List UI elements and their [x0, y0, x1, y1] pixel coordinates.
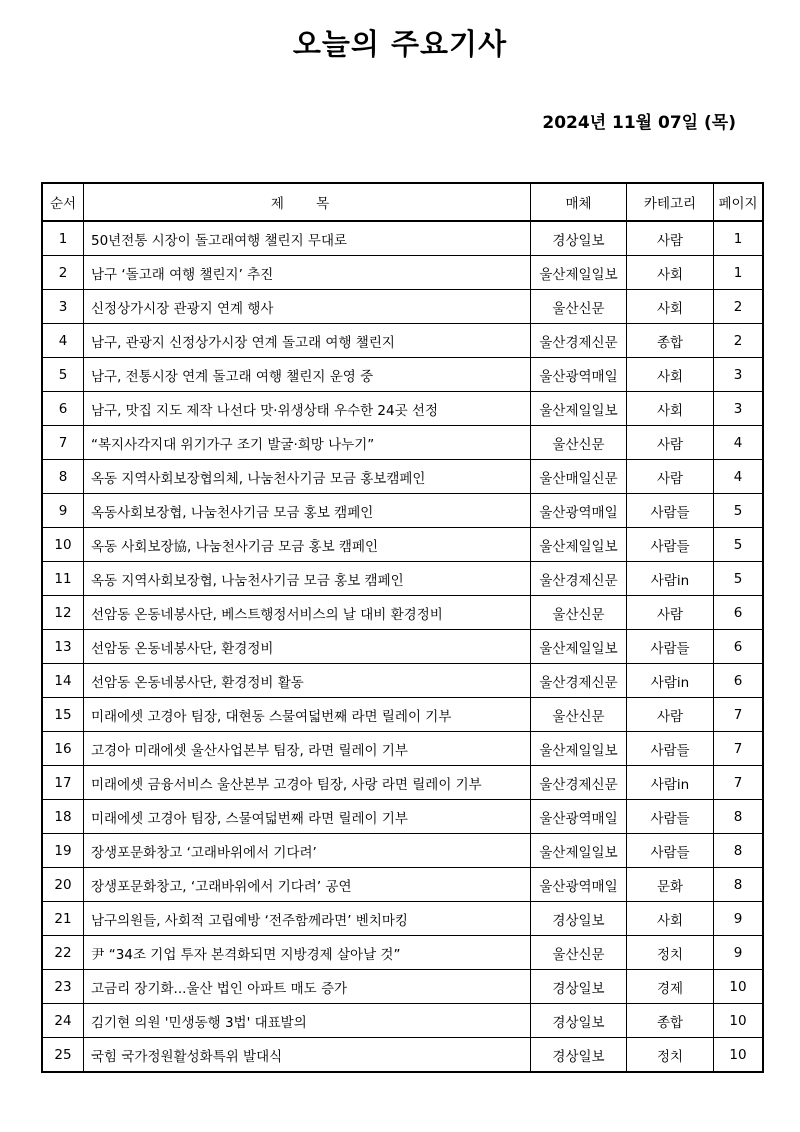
cell-no: 17	[42, 766, 84, 800]
cell-media: 울산제일일보	[531, 256, 627, 290]
cell-title: 장생포문화창고 ‘고래바위에서 기다려’	[84, 834, 531, 868]
cell-media: 경상일보	[531, 1004, 627, 1038]
cell-page: 1	[714, 256, 764, 290]
cell-category: 사람in	[627, 766, 714, 800]
cell-no: 24	[42, 1004, 84, 1038]
table-row	[42, 732, 763, 766]
cell-title: 남구 ‘돌고래 여행 챌린지’ 추진	[84, 256, 531, 290]
cell-title: 남구, 맛집 지도 제작 나선다 맛·위생상태 우수한 24곳 선정	[84, 392, 531, 426]
cell-title: 미래에셋 금융서비스 울산본부 고경아 팀장, 사랑 라면 릴레이 기부	[84, 766, 531, 800]
cell-media: 경상일보	[531, 902, 627, 936]
cell-media: 울산신문	[531, 426, 627, 460]
cell-page: 3	[714, 358, 764, 392]
header-no: 순서	[42, 183, 84, 221]
cell-page: 1	[714, 221, 764, 256]
cell-media: 울산신문	[531, 936, 627, 970]
cell-media: 경상일보	[531, 1038, 627, 1073]
page-title: 오늘의 주요기사	[292, 27, 508, 61]
cell-page: 6	[714, 596, 764, 630]
cell-title: 50년전통 시장이 돌고래여행 챌린지 무대로	[84, 221, 531, 256]
cell-title: “복지사각지대 위기가구 조기 발굴·희망 나누기”	[84, 426, 531, 460]
cell-title: 옥동 사회보장協, 나눔천사기금 모금 홍보 캠페인	[84, 528, 531, 562]
cell-page: 9	[714, 936, 764, 970]
table-row	[42, 698, 763, 732]
table-row	[42, 562, 763, 596]
table-row	[42, 834, 763, 868]
cell-no: 19	[42, 834, 84, 868]
cell-title: 남구, 전통시장 연계 돌고래 여행 챌린지 운영 중	[84, 358, 531, 392]
cell-page: 7	[714, 732, 764, 766]
cell-media: 울산신문	[531, 596, 627, 630]
cell-no: 18	[42, 800, 84, 834]
cell-category: 문화	[627, 868, 714, 902]
table-row	[42, 970, 763, 1004]
table-row	[42, 902, 763, 936]
cell-no: 1	[42, 221, 84, 256]
cell-no: 22	[42, 936, 84, 970]
cell-page: 5	[714, 528, 764, 562]
cell-category: 사회	[627, 358, 714, 392]
cell-title: 김기현 의원 '민생동행 3법' 대표발의	[84, 1004, 531, 1038]
cell-page: 6	[714, 664, 764, 698]
table-row	[42, 800, 763, 834]
cell-category: 종합	[627, 324, 714, 358]
header-page: 페이지	[714, 183, 764, 221]
cell-category: 정치	[627, 936, 714, 970]
cell-media: 울산제일일보	[531, 392, 627, 426]
cell-page: 8	[714, 868, 764, 902]
cell-title: 尹 “34조 기업 투자 본격화되면 지방경제 살아날 것”	[84, 936, 531, 970]
cell-page: 7	[714, 766, 764, 800]
cell-category: 사회	[627, 256, 714, 290]
cell-title: 미래에셋 고경아 팀장, 스물여덟번째 라면 릴레이 기부	[84, 800, 531, 834]
table-row	[42, 290, 763, 324]
cell-category: 사람들	[627, 494, 714, 528]
cell-page: 3	[714, 392, 764, 426]
cell-media: 경상일보	[531, 970, 627, 1004]
header-title: 제 목	[84, 183, 531, 221]
cell-category: 사람들	[627, 834, 714, 868]
date-label: 2024년 11월 07일 (목)	[542, 113, 736, 133]
cell-no: 9	[42, 494, 84, 528]
cell-category: 사람in	[627, 664, 714, 698]
cell-title: 옥동 지역사회보장협의체, 나눔천사기금 모금 홍보캠페인	[84, 460, 531, 494]
cell-title: 국힘 국가정원활성화특위 발대식	[84, 1038, 531, 1073]
table-body	[42, 221, 763, 1072]
table-row	[42, 426, 763, 460]
cell-page: 10	[714, 1038, 764, 1073]
cell-no: 15	[42, 698, 84, 732]
cell-media: 울산광역매일	[531, 800, 627, 834]
cell-title: 고경아 미래에셋 울산사업본부 팀장, 라면 릴레이 기부	[84, 732, 531, 766]
cell-page: 2	[714, 290, 764, 324]
cell-no: 12	[42, 596, 84, 630]
cell-title: 선암동 온동네봉사단, 환경정비	[84, 630, 531, 664]
cell-media: 울산매일신문	[531, 460, 627, 494]
cell-page: 9	[714, 902, 764, 936]
table-row	[42, 392, 763, 426]
cell-media: 울산제일일보	[531, 732, 627, 766]
cell-no: 3	[42, 290, 84, 324]
table-row	[42, 766, 763, 800]
cell-no: 25	[42, 1038, 84, 1073]
cell-no: 4	[42, 324, 84, 358]
cell-no: 21	[42, 902, 84, 936]
cell-page: 5	[714, 494, 764, 528]
cell-page: 6	[714, 630, 764, 664]
cell-no: 8	[42, 460, 84, 494]
cell-category: 사람	[627, 426, 714, 460]
cell-no: 16	[42, 732, 84, 766]
cell-media: 울산신문	[531, 698, 627, 732]
table-row	[42, 358, 763, 392]
cell-page: 10	[714, 970, 764, 1004]
cell-no: 10	[42, 528, 84, 562]
cell-page: 10	[714, 1004, 764, 1038]
cell-page: 4	[714, 460, 764, 494]
cell-category: 사람들	[627, 732, 714, 766]
cell-page: 8	[714, 800, 764, 834]
cell-media: 울산경제신문	[531, 766, 627, 800]
table-row	[42, 324, 763, 358]
cell-title: 옥동사회보장협, 나눔천사기금 모금 홍보 캠페인	[84, 494, 531, 528]
table-row	[42, 528, 763, 562]
cell-no: 11	[42, 562, 84, 596]
cell-page: 2	[714, 324, 764, 358]
cell-media: 울산광역매일	[531, 494, 627, 528]
cell-media: 울산제일일보	[531, 834, 627, 868]
cell-category: 사람	[627, 596, 714, 630]
table-row	[42, 1004, 763, 1038]
cell-page: 5	[714, 562, 764, 596]
cell-page: 4	[714, 426, 764, 460]
cell-media: 울산신문	[531, 290, 627, 324]
cell-category: 사회	[627, 392, 714, 426]
cell-category: 사람	[627, 460, 714, 494]
cell-media: 울산경제신문	[531, 562, 627, 596]
cell-title: 선암동 온동네봉사단, 베스트행정서비스의 날 대비 환경정비	[84, 596, 531, 630]
cell-media: 울산광역매일	[531, 868, 627, 902]
cell-no: 7	[42, 426, 84, 460]
table-row	[42, 1038, 763, 1073]
cell-no: 14	[42, 664, 84, 698]
header-media: 매체	[531, 183, 627, 221]
cell-title: 남구, 관광지 신정상가시장 연계 돌고래 여행 챌린지	[84, 324, 531, 358]
cell-page: 7	[714, 698, 764, 732]
cell-no: 5	[42, 358, 84, 392]
cell-media: 울산경제신문	[531, 664, 627, 698]
table-row	[42, 664, 763, 698]
table-row	[42, 460, 763, 494]
cell-title: 선암동 온동네봉사단, 환경정비 활동	[84, 664, 531, 698]
cell-category: 정치	[627, 1038, 714, 1073]
cell-category: 사람들	[627, 800, 714, 834]
table-row	[42, 936, 763, 970]
cell-category: 종합	[627, 1004, 714, 1038]
cell-no: 2	[42, 256, 84, 290]
cell-no: 13	[42, 630, 84, 664]
cell-category: 사람들	[627, 528, 714, 562]
table-row	[42, 630, 763, 664]
cell-title: 장생포문화창고, ‘고래바위에서 기다려’ 공연	[84, 868, 531, 902]
cell-category: 경제	[627, 970, 714, 1004]
cell-no: 20	[42, 868, 84, 902]
cell-title: 고금리 장기화...울산 법인 아파트 매도 증가	[84, 970, 531, 1004]
table-row	[42, 596, 763, 630]
cell-media: 울산제일일보	[531, 528, 627, 562]
cell-category: 사회	[627, 290, 714, 324]
cell-title: 신정상가시장 관광지 연계 행사	[84, 290, 531, 324]
cell-media: 울산경제신문	[531, 324, 627, 358]
cell-media: 울산광역매일	[531, 358, 627, 392]
cell-category: 사람들	[627, 630, 714, 664]
table-row	[42, 221, 763, 256]
header-category: 카테고리	[627, 183, 714, 221]
cell-no: 23	[42, 970, 84, 1004]
cell-category: 사람	[627, 221, 714, 256]
cell-title: 미래에셋 고경아 팀장, 대현동 스물여덟번째 라면 릴레이 기부	[84, 698, 531, 732]
cell-title: 남구의원들, 사회적 고립예방 ‘전주함께라면’ 벤치마킹	[84, 902, 531, 936]
news-table	[41, 182, 764, 1073]
table-row	[42, 494, 763, 528]
cell-category: 사람	[627, 698, 714, 732]
cell-no: 6	[42, 392, 84, 426]
cell-category: 사회	[627, 902, 714, 936]
table-header-row	[42, 183, 763, 221]
table-row	[42, 868, 763, 902]
cell-media: 울산제일일보	[531, 630, 627, 664]
cell-media: 경상일보	[531, 221, 627, 256]
cell-page: 8	[714, 834, 764, 868]
cell-category: 사람in	[627, 562, 714, 596]
table-row	[42, 256, 763, 290]
cell-title: 옥동 지역사회보장협, 나눔천사기금 모금 홍보 캠페인	[84, 562, 531, 596]
